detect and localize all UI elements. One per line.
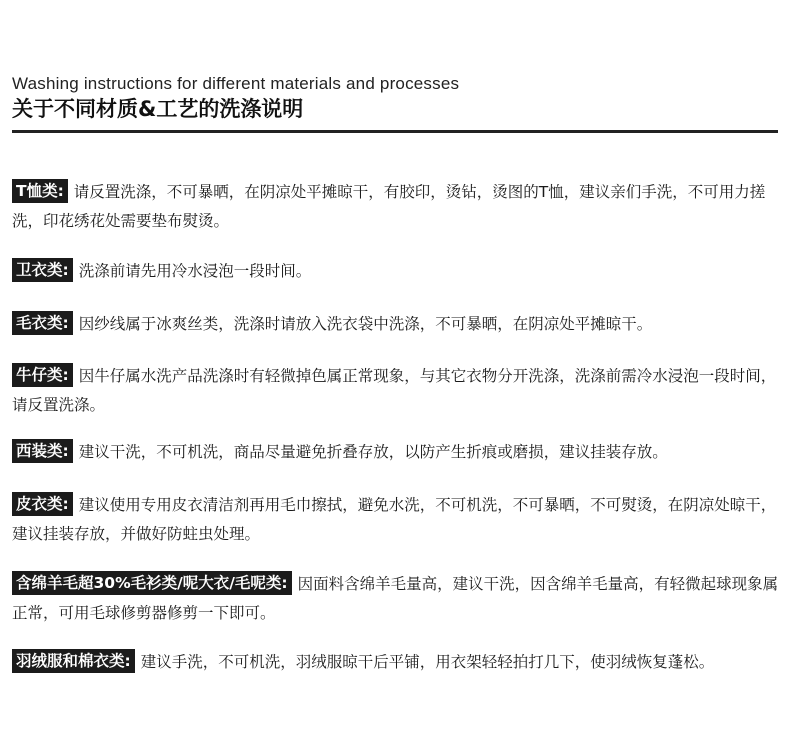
- header: [12, 74, 778, 123]
- section-suit: [12, 438, 780, 467]
- section-text: 请反置洗涤，不可暴晒，在阴凉处平摊晾干，有胶印，烫钻，烫图的T恤，建议亲们手洗，不可用力搓洗，印花绣花处需要垫布熨烫。: [12, 183, 766, 230]
- section-label: T恤类:: [12, 179, 68, 203]
- section-text: 建议使用专用皮衣清洁剂再用毛巾擦拭，避免水洗，不可机洗，不可暴晒，不可熨烫，在阴凉处晾干，建议挂装存放，并做好防蛀虫处理。: [12, 496, 777, 543]
- section-text: 因面料含绵羊毛量高，建议干洗，因含绵羊毛量高，有轻微起球现象属正常，可用毛球修剪器修剪一下即可。: [12, 575, 779, 622]
- section-denim: [12, 362, 780, 420]
- section-leather: [12, 491, 780, 549]
- section-hoodie: [12, 257, 780, 286]
- section-label: 卫衣类:: [12, 258, 73, 282]
- section-text: 因牛仔属水洗产品洗涤时有轻微掉色属正常现象，与其它衣物分开洗涤，洗涤前需冷水浸泡一段时间，请反置洗涤。: [12, 367, 777, 414]
- section-label: 含绵羊毛超30%毛衫类/呢大衣/毛呢类:: [12, 571, 292, 595]
- section-wool: [12, 570, 780, 628]
- section-text: 建议干洗，不可机洗，商品尽量避免折叠存放，以防产生折痕或磨损，建议挂装存放。: [78, 443, 668, 461]
- title-chinese: 关于不同材质&工艺的洗涤说明: [12, 97, 304, 121]
- section-text: 因纱线属于冰爽丝类，洗涤时请放入洗衣袋中洗涤，不可暴晒，在阴凉处平摊晾干。: [78, 315, 653, 333]
- title-english: Washing instructions for different materials and processes: [12, 74, 460, 93]
- section-sweater: [12, 310, 780, 339]
- section-label: 羽绒服和棉衣类:: [12, 649, 135, 673]
- section-down-cotton: [12, 648, 780, 677]
- section-label: 西装类:: [12, 439, 73, 463]
- section-text: 建议手洗，不可机洗，羽绒服晾干后平铺，用衣架轻轻拍打几下，使羽绒恢复蓬松。: [140, 653, 715, 671]
- header-divider: [12, 130, 778, 133]
- section-label: 皮衣类:: [12, 492, 73, 516]
- section-tshirt: [12, 178, 780, 236]
- section-text: 洗涤前请先用冷水浸泡一段时间。: [78, 262, 312, 280]
- section-label: 毛衣类:: [12, 311, 73, 335]
- section-label: 牛仔类:: [12, 363, 73, 387]
